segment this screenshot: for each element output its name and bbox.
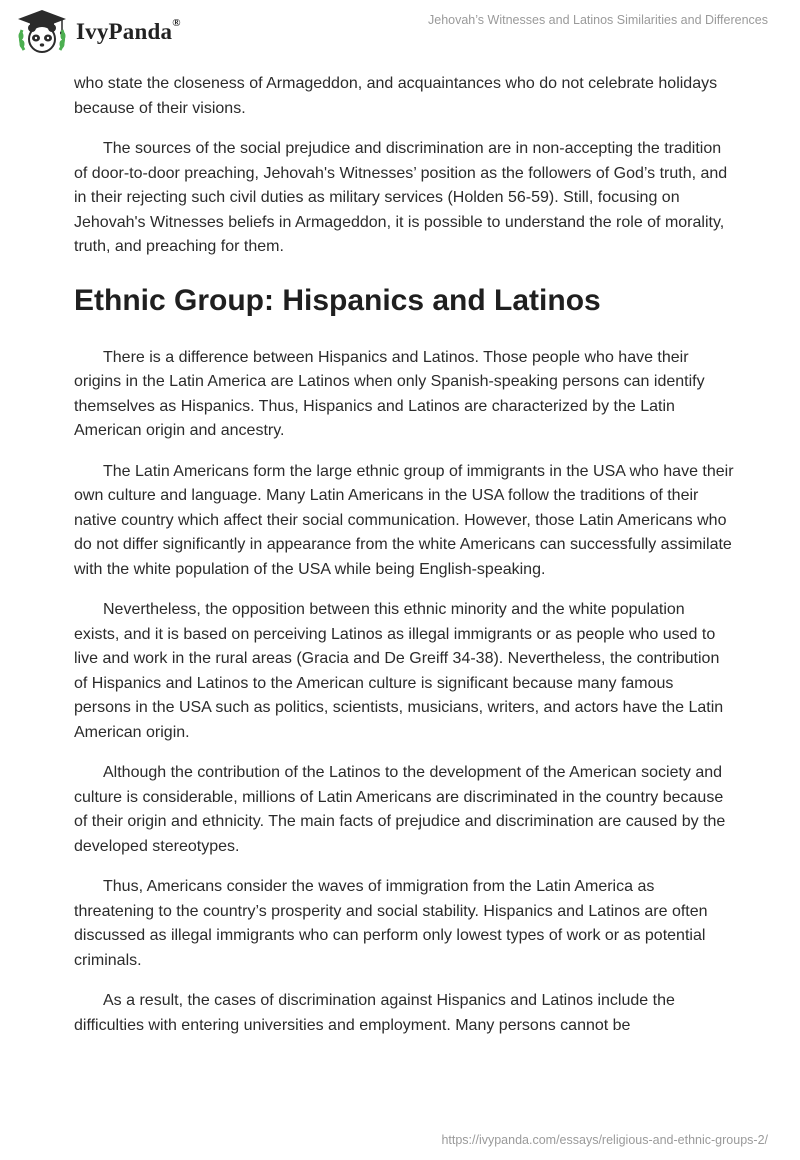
paragraph: The sources of the social prejudice and discrimination are in non-accepting the tradition of door-to-door preaching, Jehovah's Witnesses’ position as the followers of God’s truth, and in their rejecting such civil duties as military services (Holden 56-59). Still, focusing on Jehovah's Witnesses beliefs in Armageddon, it is possible to understand the role of morality, truth, and preaching for them. xyxy=(74,140,728,255)
paragraph: Although the contribution of the Latinos to the development of the American society and culture is considerable, millions of Latin Americans are discriminated in the country because of their origin and ethnicity. The main facts of prejudice and discrimination are caused by the developed stereotypes. xyxy=(74,764,726,855)
paragraph: There is a difference between Hispanics and Latinos. Those people who have their origins in the Latin America are Latinos when only Spanish-speaking persons can identify themselves as Hispanics. Thus, Hispanics and Latinos are characterized by the Latin American origin and ancestry. xyxy=(74,348,705,439)
panda-graduate-icon xyxy=(14,8,70,56)
source-url[interactable]: https://ivypanda.com/essays/religious-and-ethnic-groups-2/ xyxy=(441,1133,768,1147)
paragraph: Nevertheless, the opposition between this ethnic minority and the white population exists, and it is based on perceiving Latinos as illegal immigrants or as people who used to live and work in the rural areas (Gracia and De Greiff 34-38). Nevertheless, the contribution of Hispanics and Latinos to the American culture is significant because many famous persons in the USA such as politics, scientists, musicians, writers, and actors have the Latin American origin. xyxy=(74,601,724,741)
brand-name: IvyPanda® xyxy=(76,17,181,44)
section-heading: Ethnic Group: Hispanics and Latinos xyxy=(74,283,601,317)
page-header xyxy=(0,0,800,64)
paragraph: The Latin Americans form the large ethnic group of immigrants in the USA who have their own culture and language. Many Latin Americans in the USA follow the traditions of their native country which affect their social communication. However, those Latin Americans who do not differ significantly in appearance from the white Americans can successfully assimilate with the white population of the USA while being English-speaking. xyxy=(74,462,734,578)
paragraph: who state the closeness of Armageddon, and acquaintances who do not celebrate holidays because of their visions. xyxy=(74,75,718,117)
paragraph: As a result, the cases of discrimination against Hispanics and Latinos include the difficulties with entering universities and employment. Many persons cannot be xyxy=(74,992,675,1034)
paragraph: Thus, Americans consider the waves of immigration from the Latin America as threatening to the country’s prosperity and social stability. Hispanics and Latinos are often discussed as illegal immigrants who can perform only lowest types of work or as potential criminals. xyxy=(74,878,708,969)
ivypanda-logo[interactable] xyxy=(14,8,181,56)
essay-body xyxy=(74,72,734,1054)
document-title: Jehovah’s Witnesses and Latinos Similarities and Differences xyxy=(428,13,768,27)
